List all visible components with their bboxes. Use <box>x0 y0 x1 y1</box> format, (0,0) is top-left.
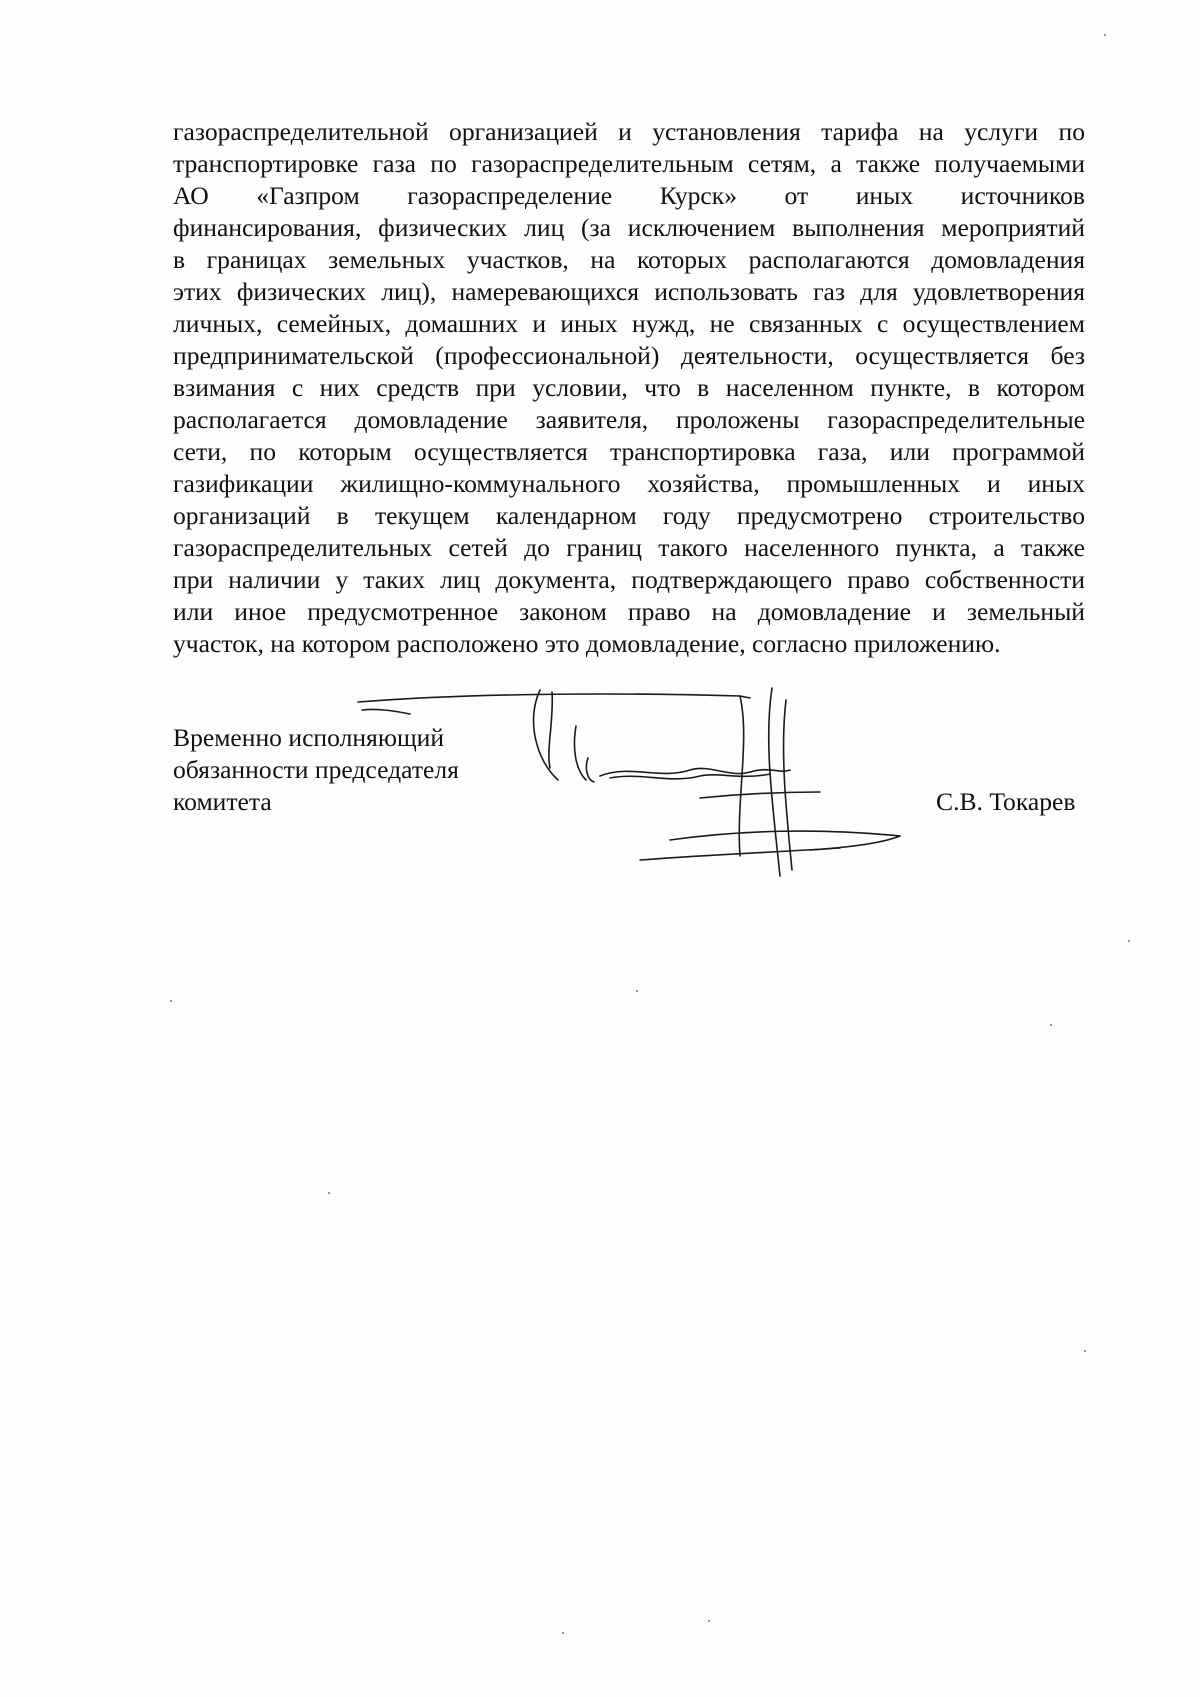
scan-speck <box>1050 1024 1052 1026</box>
scan-speck <box>170 1000 172 1002</box>
body-line: этих физических лиц), намеревающихся использовать газ для удовлетворения <box>173 277 1085 306</box>
body-line: организаций в текущем календарном году предусмотрено строительство <box>173 501 1085 530</box>
scan-speck <box>562 1632 564 1634</box>
position-line: обязанности председателя <box>173 755 459 784</box>
body-line: газораспределительной организацией и установления тарифа на услуги по <box>173 117 1085 146</box>
body-line: участок, на котором расположено это домовладение, согласно приложению. <box>173 629 1001 658</box>
position-line: Временно исполняющий <box>173 723 445 752</box>
scan-speck <box>636 990 638 992</box>
body-line: газораспределительных сетей до границ такого населенного пункта, а также <box>173 533 1085 562</box>
position-line: комитета <box>173 787 272 816</box>
scan-speck <box>328 1192 330 1194</box>
body-line: в границах земельных участков, на которых располагаются домовладения <box>173 245 1085 274</box>
body-line: или иное предусмотренное законом право на домовладение и земельный <box>173 597 1085 626</box>
body-line: сети, по которым осуществляется транспортировка газа, или программой <box>173 437 1085 466</box>
signer-name: С.В. Токарев <box>936 787 1076 816</box>
body-line: при наличии у таких лиц документа, подтверждающего право собственности <box>173 565 1085 594</box>
scan-speck <box>1104 34 1106 36</box>
body-line: личных, семейных, домашних и иных нужд, не связанных с осуществлением <box>173 309 1085 338</box>
body-line: предпринимательской (профессиональной) деятельности, осуществляется без <box>173 341 1085 370</box>
scan-speck <box>1084 1350 1086 1352</box>
handwritten-signature <box>340 680 940 880</box>
body-line: газификации жилищно-коммунального хозяйства, промышленных и иных <box>173 469 1085 498</box>
body-paragraph <box>173 116 1085 660</box>
scan-speck <box>1128 940 1130 942</box>
body-line: АО «Газпром газораспределение Курск» от иных источников <box>173 181 1085 210</box>
body-line: взимания с них средств при условии, что в населенном пункте, в котором <box>173 373 1085 402</box>
scan-speck <box>708 1620 710 1622</box>
body-line: транспортировке газа по газораспределительным сетям, а также получаемыми <box>173 149 1085 178</box>
body-line: финансирования, физических лиц (за исключением выполнения мероприятий <box>173 213 1085 242</box>
body-line: располагается домовладение заявителя, проложены газораспределительные <box>173 405 1085 434</box>
